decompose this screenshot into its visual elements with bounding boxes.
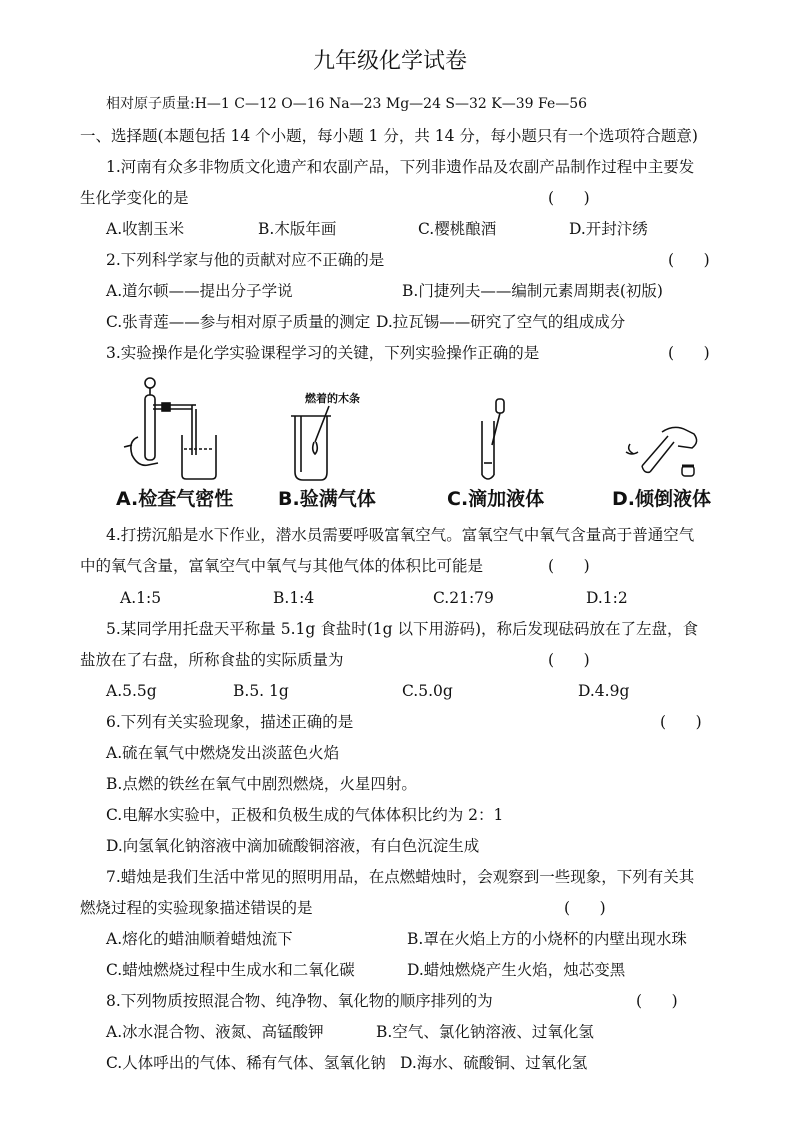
pouring-liquid-figure: [622, 422, 708, 482]
q6-answer-blank[interactable]: ( ): [660, 713, 702, 731]
q8-answer-blank[interactable]: ( ): [636, 992, 678, 1010]
q2-option-b: B.门捷列夫——编制元素周期表(初版): [402, 282, 663, 300]
dropper-test-tube-figure: [470, 397, 516, 485]
q5-stem-line1: 5.某同学用托盘天平称量 5.1g 食盐时(1g 以下用游码)，称后发现砝码放在了左盘，食: [106, 620, 699, 638]
q7-option-d: D.蜡烛燃烧产生火焰，烛芯变黑: [407, 961, 626, 979]
q4-stem-line2: 中的氧气含量，富氧空气中氧气与其他气体的体积比可能是: [80, 557, 484, 575]
q5-stem-line2: 盐放在了右盘，所称食盐的实际质量为: [80, 651, 344, 669]
q4-option-b: B.1:4: [273, 589, 315, 607]
q2-option-a: A.道尔顿——提出分子学说: [106, 282, 293, 300]
q8-option-c: C.人体呼出的气体、稀有气体、氢氧化钠: [106, 1054, 386, 1072]
q7-stem-line2: 燃烧过程的实验现象描述错误的是: [80, 899, 313, 917]
q5-option-c: C.5.0g: [402, 682, 453, 700]
q5-option-a: A.5.5g: [106, 682, 157, 700]
q5-answer-blank[interactable]: ( ): [548, 651, 590, 669]
q6-option-c: C.电解水实验中，正极和负极生成的气体体积比约为 2：1: [106, 806, 504, 824]
page-title: 九年级化学试卷: [313, 49, 468, 74]
q1-answer-blank[interactable]: ( ): [548, 189, 590, 207]
q2-answer-blank[interactable]: ( ): [668, 251, 710, 269]
burning-stick-figure: [285, 402, 345, 484]
q3-answer-blank[interactable]: ( ): [668, 344, 710, 362]
q2-stem: 2.下列科学家与他的贡献对应不正确的是: [106, 251, 385, 269]
q1-option-b: B.木版年画: [258, 220, 337, 238]
q5-option-d: D.4.9g: [578, 682, 630, 700]
q7-option-c: C.蜡烛燃烧过程中生成水和二氧化碳: [106, 961, 355, 979]
section-heading: 一、选择题(本题包括 14 个小题，每小题 1 分，共 14 分，每小题只有一个选项符合题意): [80, 127, 698, 145]
q1-stem-line2: 生化学变化的是: [80, 189, 189, 207]
q2-option-d: D.拉瓦锡——研究了空气的组成成分: [376, 313, 626, 331]
q3-option-a: A.检查气密性: [116, 488, 234, 510]
atomic-masses: 相对原子质量:H—1 C—12 O—16 Na—23 Mg—24 S—32 K—39 Fe—56: [106, 96, 588, 112]
q8-option-b: B.空气、氯化钠溶液、过氧化氢: [376, 1023, 594, 1041]
q1-option-a: A.收割玉米: [106, 220, 185, 238]
q2-option-c: C.张青莲——参与相对原子质量的测定: [106, 313, 371, 331]
q3-option-b: B.验满气体: [278, 488, 376, 510]
airtightness-apparatus-figure: [118, 375, 228, 485]
q3-option-c: C.滴加液体: [447, 488, 545, 510]
q8-option-a: A.冰水混合物、液氮、高锰酸钾: [106, 1023, 324, 1041]
q1-option-d: D.开封汴绣: [569, 220, 648, 238]
q3-stem: 3.实验操作是化学实验课程学习的关键，下列实验操作正确的是: [106, 344, 540, 362]
q7-option-a: A.熔化的蜡油顺着蜡烛流下: [106, 930, 293, 948]
q7-stem-line1: 7.蜡烛是我们生活中常见的照明用品，在点燃蜡烛时，会观察到一些现象，下列有关其: [106, 868, 695, 886]
q6-stem: 6.下列有关实验现象，描述正确的是: [106, 713, 354, 731]
q6-option-d: D.向氢氧化钠溶液中滴加硫酸铜溶液，有白色沉淀生成: [106, 837, 480, 855]
burning-stick-label: 燃着的木条: [305, 392, 360, 405]
q6-option-a: A.硫在氧气中燃烧发出淡蓝色火焰: [106, 744, 340, 762]
q1-option-c: C.樱桃酿酒: [418, 220, 497, 238]
q8-option-d: D.海水、硫酸铜、过氧化氢: [400, 1054, 588, 1072]
q4-option-d: D.1:2: [586, 589, 628, 607]
q4-stem-line1: 4.打捞沉船是水下作业，潜水员需要呼吸富氧空气。富氧空气中氧气含量高于普通空气: [106, 526, 695, 544]
q3-option-d: D.倾倒液体: [612, 488, 711, 510]
q4-option-c: C.21:79: [433, 589, 494, 607]
q7-answer-blank[interactable]: ( ): [564, 899, 606, 917]
q7-option-b: B.罩在火焰上方的小烧杯的内壁出现水珠: [407, 930, 687, 948]
q8-stem: 8.下列物质按照混合物、纯净物、氧化物的顺序排列的为: [106, 992, 493, 1010]
q4-option-a: A.1:5: [120, 589, 162, 607]
q1-stem-line1: 1.河南有众多非物质文化遗产和农副产品，下列非遗作品及农副产品制作过程中主要发: [106, 158, 695, 176]
q5-option-b: B.5. 1g: [233, 682, 289, 700]
q6-option-b: B.点燃的铁丝在氧气中剧烈燃烧，火星四射。: [106, 775, 417, 793]
q4-answer-blank[interactable]: ( ): [548, 557, 590, 575]
